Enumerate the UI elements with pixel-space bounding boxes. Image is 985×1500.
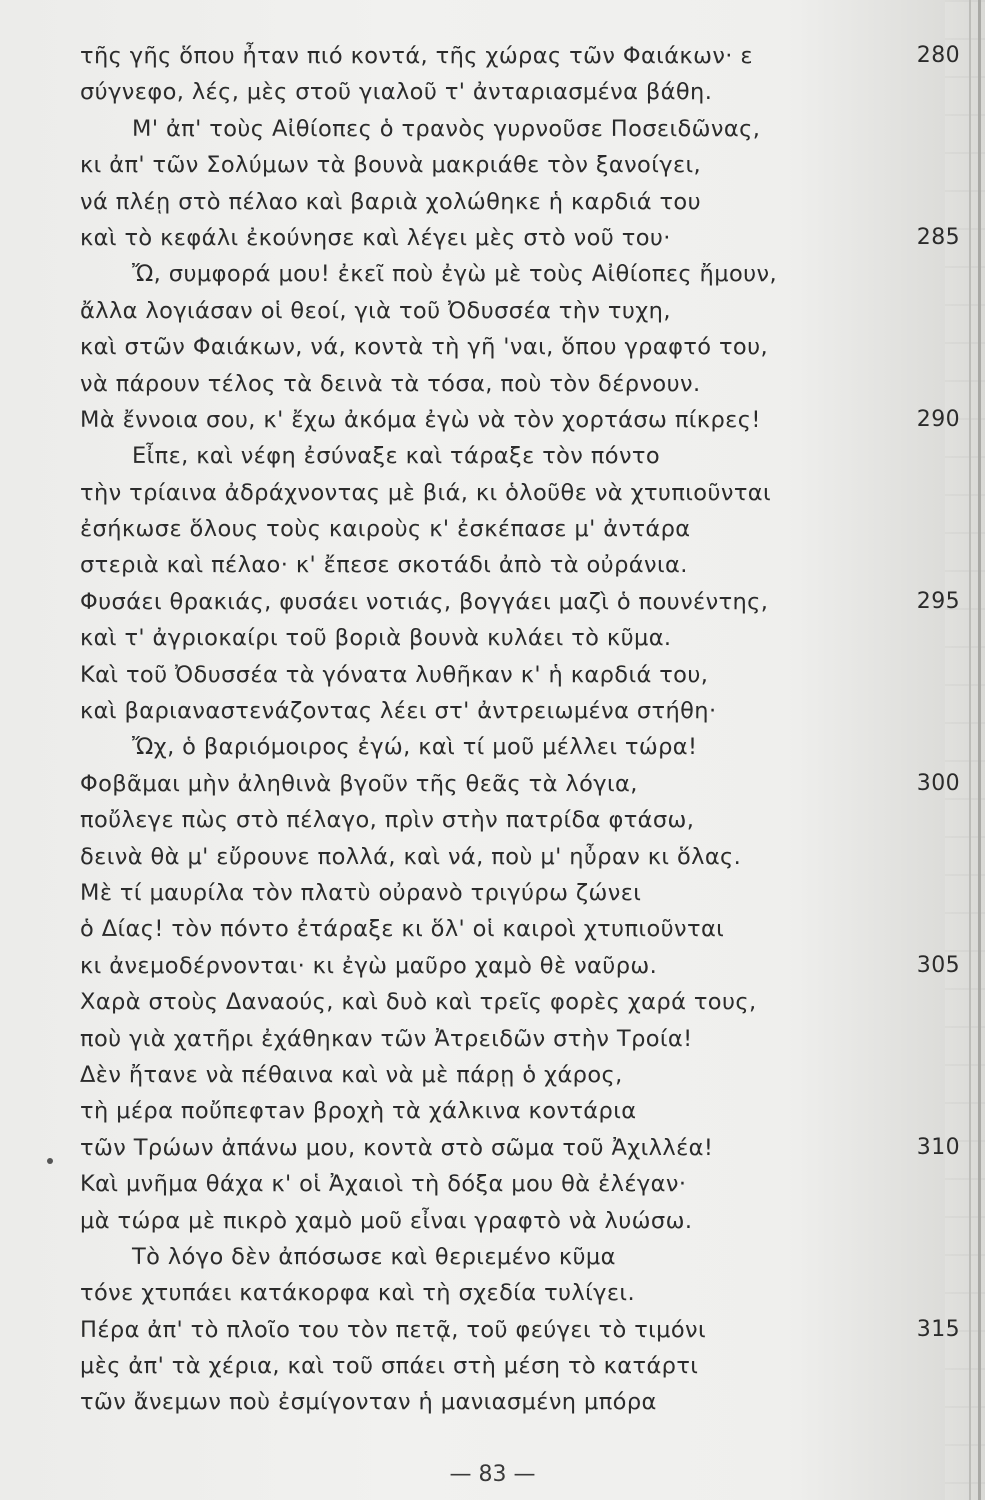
verse-line xyxy=(80,1239,960,1275)
verse-line xyxy=(80,948,960,984)
verse-line xyxy=(80,802,960,838)
verse-line xyxy=(80,1057,960,1093)
verse-line xyxy=(80,1166,960,1202)
verse-text: κι ἀπ' τῶν Σολύμων τὰ βουνὰ μακριάθε τὸν ξανοίγει, xyxy=(80,152,702,179)
verse-line xyxy=(80,38,960,74)
verse-text: Καὶ τοῦ Ὀδυσσέα τὰ γόνατα λυθῆκαν κ' ἡ καρδιά του, xyxy=(80,661,709,688)
verse-text: Τὸ λόγο δὲν ἀπόσωσε καὶ θεριεμένο κῦμα xyxy=(132,1243,616,1270)
line-number: 280 xyxy=(916,43,960,68)
verse-line xyxy=(80,1093,960,1129)
verse-line xyxy=(80,875,960,911)
verse-line xyxy=(80,184,960,220)
verse-line xyxy=(80,220,960,256)
verse-text: Ὤχ, ὁ βαριόμοιρος ἐγώ, καὶ τί μοῦ μέλλει τώρα! xyxy=(132,734,698,761)
verse-text: μὰ τώρα μὲ πικρὸ χαμὸ μοῦ εἶναι γραφτὸ νὰ λυώσω. xyxy=(80,1207,693,1234)
verse-line xyxy=(80,693,960,729)
verse-text: ποὔλεγε πὼς στὸ πέλαγο, πρὶν στὴν πατρίδα φτάσω, xyxy=(80,807,695,834)
verse-line xyxy=(80,839,960,875)
line-number: 300 xyxy=(916,770,960,796)
verse-line xyxy=(80,1312,960,1348)
verse-text: Μ' ἀπ' τοὺς Αἰθίοπες ὁ τρανὸς γυρνοῦσε Ποσειδῶνας, xyxy=(132,115,761,142)
verse-text: σύγνεφο, λές, μὲς στοῦ γιαλοῦ τ' ἀνταριασμένα βάθη. xyxy=(80,79,713,106)
verse-text: τὴ μέρα ποὔπεφτaν βροχὴ τὰ χάλκινα κοντάρια xyxy=(80,1098,637,1125)
verse-text: τόνε χτυπάει κατάκορφα καὶ τὴ σχεδία τυλίγει. xyxy=(80,1280,636,1307)
line-number: 310 xyxy=(916,1134,960,1160)
verse-text: Φυσάει θρακιάς, φυσάει νοτιάς, βογγάει μαζὶ ὁ πουνέντης, xyxy=(80,588,769,615)
verse-line xyxy=(80,1275,960,1311)
verse-text: Χαρὰ στοὺς Δαναούς, καὶ δυὸ καὶ τρεῖς φορὲς χαρά τους, xyxy=(80,989,757,1016)
verse-line xyxy=(80,1130,960,1166)
verse-text: μὲς ἀπ' τὰ χέρια, καὶ τοῦ σπάει στὴ μέση τὸ κατάρτι xyxy=(80,1353,699,1380)
verse-line xyxy=(80,1203,960,1239)
verse-line xyxy=(80,329,960,365)
verse-line xyxy=(80,1348,960,1384)
verse-text: δεινὰ θὰ μ' εὔρουνε πολλά, καὶ νά, ποὺ μ' ηὖραν κι ὅλας. xyxy=(80,843,742,870)
verse-text: ὁ Δίας! τὸν πόντο ἐτάραξε κι ὅλ' οἱ καιροὶ χτυπιοῦνται xyxy=(80,916,725,943)
verse-line xyxy=(80,111,960,147)
verse-text: Μὰ ἔννοια σου, κ' ἔχω ἀκόμα ἐγὼ νὰ τὸν χορτάσω πίκρες! xyxy=(80,406,761,433)
verse-line xyxy=(80,620,960,656)
verse-text: Καὶ μνῆμα θάχα κ' οἱ Ἀχαιοὶ τὴ δόξα μου θὰ ἐλέγαν· xyxy=(80,1171,687,1198)
verse-line xyxy=(80,74,960,110)
verse-line xyxy=(80,729,960,765)
verse-line xyxy=(80,766,960,802)
verse-text: ποὺ γιὰ χατῆρι ἐχάθηκαν τῶν Ἀτρειδῶν στὴν Τροία! xyxy=(80,1025,693,1052)
verse-text: Μὲ τί μαυρίλα τὸν πλατὺ οὐρανὸ τριγύρω ζώνει xyxy=(80,879,642,906)
verse-text: καὶ τὸ κεφάλι ἐκούνησε καὶ λέγει μὲς στὸ νοῦ του· xyxy=(80,224,671,251)
margin-mark xyxy=(47,1158,53,1164)
verse-text: τὴν τρίαινα ἀδράχνοντας μὲ βιά, κι ὁλοῦθε νὰ χτυπιοῦνται xyxy=(80,479,772,506)
line-number: 315 xyxy=(916,1316,960,1342)
verse-line xyxy=(80,147,960,183)
page-edge xyxy=(969,0,971,1500)
binding-edge xyxy=(978,0,981,1500)
verse-text: τῆς γῆς ὅπου ἦταν πιό κοντά, τῆς χώρας τῶν Φαιάκων· ε xyxy=(80,43,753,69)
verse-line xyxy=(80,1021,960,1057)
verse-text: καὶ τ' ἀγριοκαίρι τοῦ βοριὰ βουνὰ κυλάει τὸ κῦμα. xyxy=(80,625,672,652)
verse-line xyxy=(80,475,960,511)
verse-line xyxy=(80,293,960,329)
verse-text: Εἶπε, καὶ νέφη ἐσύναξε καὶ τάραξε τὸν πόντο xyxy=(132,443,661,470)
verse-line xyxy=(80,438,960,474)
verse-text: Ὤ, συμφορά μου! ἐκεῖ ποὺ ἐγὼ μὲ τοὺς Αἰθίοπες ἤμουν, xyxy=(132,261,778,288)
verse-text: κι ἀνεμοδέρνονται· κι ἐγὼ μαῦρο χαμὸ θὲ ναῦρω. xyxy=(80,952,658,979)
line-number: 295 xyxy=(916,588,960,614)
verse-text: Φοβᾶμαι μὴν ἀληθινὰ βγοῦν τῆς θεᾶς τὰ λόγια, xyxy=(80,770,638,797)
verse-line xyxy=(80,256,960,292)
verse-text: στεριὰ καὶ πέλαο· κ' ἔπεσε σκοτάδι ἀπὸ τὰ οὐράνια. xyxy=(80,552,688,579)
verse-line xyxy=(80,911,960,947)
poem-text xyxy=(80,38,960,1421)
verse-line xyxy=(80,366,960,402)
verse-line xyxy=(80,657,960,693)
line-number: 290 xyxy=(916,406,960,432)
verse-text: ἄλλα λογιάσαν οἱ θεοί, γιὰ τοῦ Ὀδυσσέα τὴν τυχη, xyxy=(80,297,671,324)
verse-line xyxy=(80,1384,960,1420)
line-number: 305 xyxy=(916,952,960,978)
verse-line xyxy=(80,984,960,1020)
verse-text: καὶ βαριαναστενάζοντας λέει στ' ἀντρειωμένα στήθη· xyxy=(80,698,717,725)
verse-text: τῶν ἄνεμων ποὺ ἐσμίγονταν ἡ μανιασμένη μπόρα xyxy=(80,1389,657,1416)
verse-text: Πέρα ἀπ' τὸ πλοῖο του τὸν πετᾷ, τοῦ φεύγει τὸ τιμόνι xyxy=(80,1316,707,1343)
verse-line xyxy=(80,511,960,547)
verse-text: ἐσήκωσε ὅλους τοὺς καιροὺς κ' ἐσκέπασε μ' ἀντάρα xyxy=(80,516,691,543)
verse-text: νὰ πάρουν τέλος τὰ δεινὰ τὰ τόσα, ποὺ τὸν δέρνουν. xyxy=(80,370,701,397)
page-number: — 83 — xyxy=(449,1462,536,1487)
verse-text: καὶ στῶν Φαιάκων, νά, κοντὰ τὴ γῆ 'ναι, ὅπου γραφτό του, xyxy=(80,334,769,361)
line-number: 285 xyxy=(916,224,960,250)
verse-line xyxy=(80,547,960,583)
verse-text: τῶν Τρώων ἀπάνω μου, κοντὰ στὸ σῶμα τοῦ Ἀχιλλέα! xyxy=(80,1134,714,1161)
verse-line xyxy=(80,402,960,438)
verse-line xyxy=(80,584,960,620)
verse-text: νά πλέῃ στὸ πέλαο καὶ βαριὰ χολώθηκε ἡ καρδιά του xyxy=(80,188,702,215)
verse-text: Δὲν ἤτανε νὰ πέθαινα καὶ νὰ μὲ πάρῃ ὁ χάρος, xyxy=(80,1061,623,1088)
